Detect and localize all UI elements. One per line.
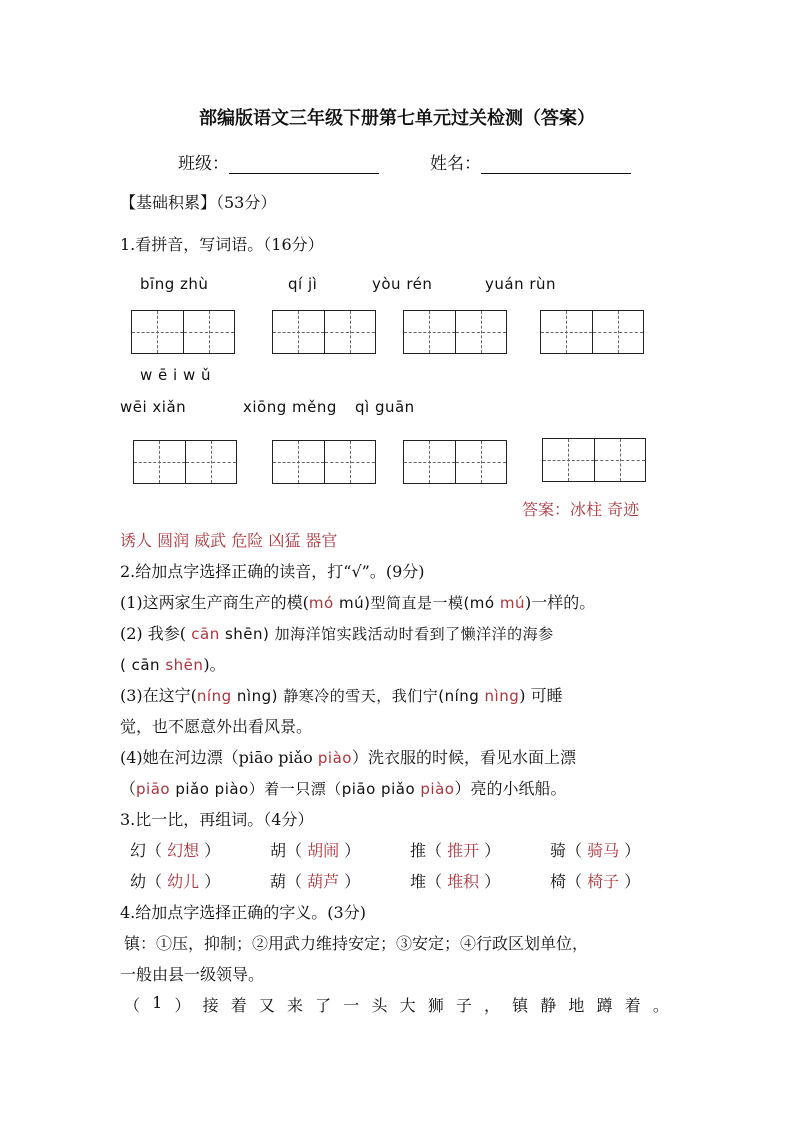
writing-grid[interactable]: [272, 440, 376, 484]
class-label: 班级：: [178, 154, 229, 174]
q3-row-2: 葫（ 葫芦 ）: [270, 872, 361, 891]
q4-sentence-1: （ 1 ） 接 着 又 来 了 一 头 大 狮 子 ， 镇 静 地 蹲 着 。: [124, 993, 669, 1015]
q2-item-4: (4)她在河边漂（piāo piǎo piào）洗衣服的时候，看见水面上漂: [120, 748, 576, 767]
pinyin-5-top: w ē i w ǔ: [140, 366, 212, 384]
q3-row-1: 骑（ 骑马 ）: [550, 841, 641, 860]
pinyin-6: wēi xiǎn: [120, 398, 187, 416]
q1-title: 1.看拼音，写词语。（16分）: [120, 235, 324, 254]
pinyin-2: qí jì: [288, 275, 318, 293]
q2-item-3-cont: 觉，也不愿意外出看风景。: [120, 717, 313, 736]
q3-title: 3.比一比，再组词。（4分）: [120, 810, 314, 829]
writing-grid[interactable]: [403, 440, 507, 484]
writing-grid[interactable]: [542, 438, 646, 482]
writing-grid[interactable]: [131, 310, 235, 354]
q3-row-2: 幼（ 幼儿 ）: [130, 872, 221, 891]
q3-row-1: 胡（ 胡闹 ）: [270, 841, 361, 860]
class-blank[interactable]: [229, 155, 379, 174]
q1-answer: 答案：冰柱 奇迹: [522, 500, 640, 519]
writing-grid[interactable]: [540, 310, 644, 354]
q3-row-2: 堆（ 堆积 ）: [410, 872, 501, 891]
q2-item-4-cont: （piāo piǎo piào）着一只漂（piāo piǎo piào）亮的小纸船。: [120, 779, 567, 798]
q2-item-3: (3)在这宁(níng nìng) 静寒冷的雪天，我们宁(níng nìng) 可睡: [120, 686, 563, 705]
page-title: 部编版语文三年级下册第七单元过关检测（答案）: [199, 108, 595, 129]
q1-answer-cont: 诱人 圆润 威武 危险 凶猛 器官: [120, 531, 338, 550]
q4-definition-cont: 一般由县一级领导。: [120, 965, 265, 984]
q3-row-2: 椅（ 椅子 ）: [550, 872, 641, 891]
pinyin-7: xiōng měng: [243, 398, 337, 416]
q4-definition: 镇：①压，抑制；②用武力维持安定；③安定；④行政区划单位，: [124, 934, 589, 953]
name-field: [430, 149, 631, 174]
section-heading: 【基础积累】（53分）: [120, 193, 277, 212]
q2-title: 2.给加点字选择正确的读音，打“√”。(9分): [120, 562, 425, 581]
pinyin-3: yòu rén: [372, 275, 433, 293]
writing-grid[interactable]: [272, 310, 376, 354]
q2-item-2: (2) 我参( cān shēn) 加海洋馆实践活动时看到了懒洋洋的海参: [120, 624, 554, 643]
writing-grid[interactable]: [133, 440, 237, 484]
pinyin-4: yuán rùn: [485, 275, 557, 293]
q4-title: 4.给加点字选择正确的字义。(3分): [120, 903, 366, 922]
q2-item-2-cont: ( cān shēn)。: [120, 655, 226, 674]
writing-grid[interactable]: [403, 310, 507, 354]
q3-row-1: 幻（ 幻想 ）: [130, 841, 221, 860]
pinyin-8: qì guān: [355, 398, 415, 416]
class-field: [178, 149, 379, 174]
name-label: 姓名：: [430, 154, 481, 174]
name-blank[interactable]: [481, 155, 631, 174]
pinyin-1: bīng zhù: [140, 275, 209, 293]
q3-row-1: 推（ 推开 ）: [410, 841, 501, 860]
q2-item-1: (1)这两家生产商生产的模(mó mú)型简直是一模(mó mú)一样的。: [120, 593, 596, 612]
